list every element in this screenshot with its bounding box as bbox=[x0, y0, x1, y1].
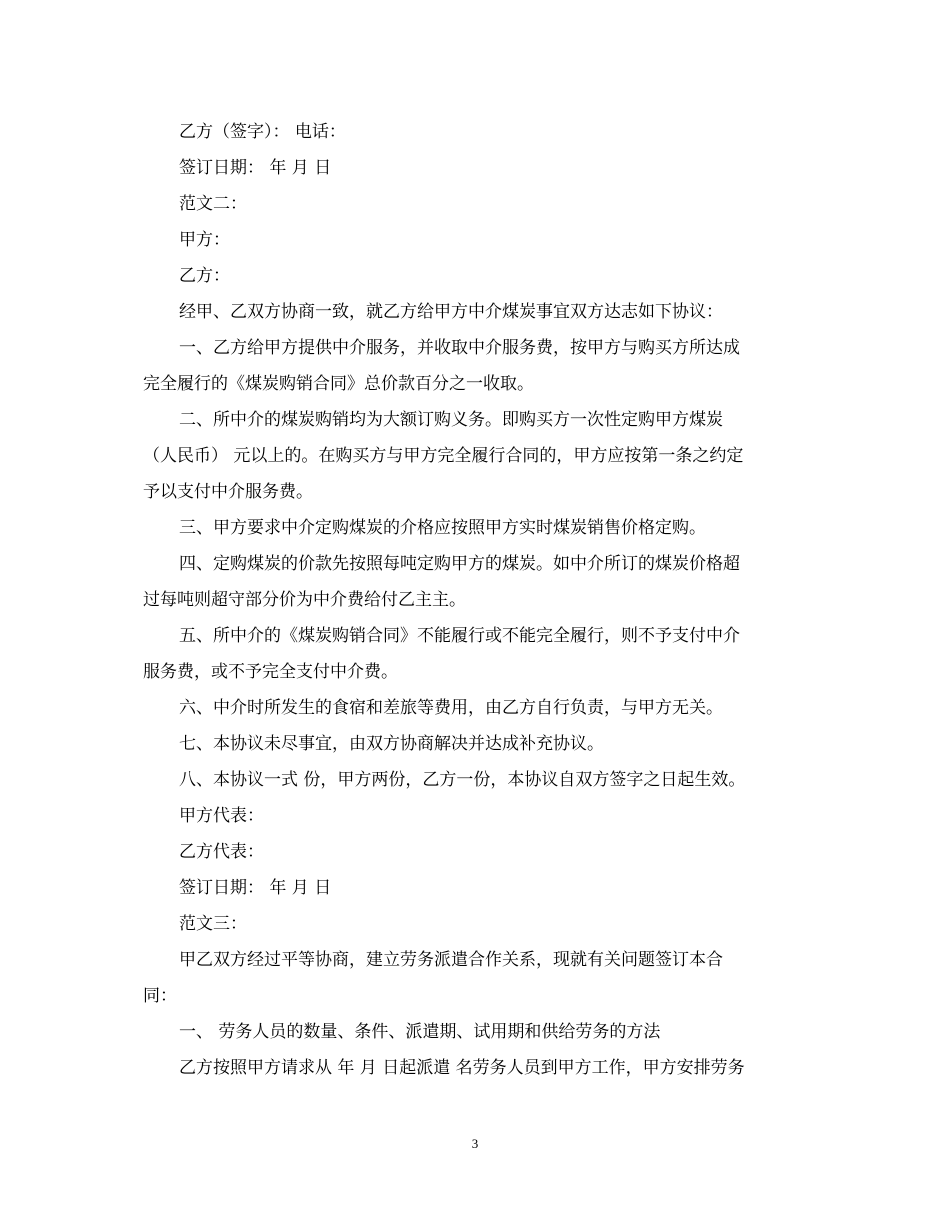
text-line: 予以支付中介服务费。 bbox=[143, 482, 313, 502]
text-line: 乙方按照甲方请求从 年 月 日起派遣 名劳务人员到甲方工作，甲方安排劳务 bbox=[179, 1058, 745, 1078]
text-line: 签订日期： 年 月 日 bbox=[179, 878, 332, 898]
section-heading: 范文二： bbox=[179, 194, 247, 214]
text-line: 同： bbox=[143, 986, 177, 1006]
text-line: 经甲、乙双方协商一致，就乙方给甲方中介煤炭事宜双方达志如下协议： bbox=[179, 302, 723, 322]
text-line: 三、甲方要求中介定购煤炭的介格应按照甲方实时煤炭销售价格定购。 bbox=[179, 518, 706, 538]
text-line: 七、本协议未尽事宜，由双方协商解决并达成补充协议。 bbox=[179, 734, 604, 754]
text-line: 一、乙方给甲方提供中介服务，并收取中介服务费，按甲方与购买方所达成 bbox=[179, 338, 740, 358]
text-line: 六、中介时所发生的食宿和差旅等费用，由乙方自行负责，与甲方无关。 bbox=[179, 698, 723, 718]
text-line: 八、本协议一式 份，甲方两份，乙方一份，本协议自双方签字之日起生效。 bbox=[179, 770, 746, 790]
text-line: （人民币） 元以上的。在购买方与甲方完全履行合同的，甲方应按第一条之约定 bbox=[143, 446, 744, 466]
page-number: 3 bbox=[471, 1136, 479, 1151]
text-line: 乙方： bbox=[179, 266, 230, 286]
text-line: 甲方代表： bbox=[179, 806, 264, 826]
section-heading: 范文三： bbox=[179, 914, 247, 934]
text-line: 过每吨则超守部分价为中介费给付乙主主。 bbox=[143, 590, 466, 610]
text-line: 完全履行的《煤炭购销合同》总价款百分之一收取。 bbox=[143, 374, 534, 394]
text-line: 甲乙双方经过平等协商，建立劳务派遣合作关系，现就有关问题签订本合 bbox=[179, 950, 723, 970]
text-line: 五、所中介的《煤炭购销合同》不能履行或不能完全履行，则不予支付中介 bbox=[179, 626, 740, 646]
text-line: 服务费，或不予完全支付中介费。 bbox=[143, 662, 398, 682]
text-line: 甲方： bbox=[179, 230, 230, 250]
document-body bbox=[143, 114, 808, 1086]
text-line: 签订日期： 年 月 日 bbox=[179, 158, 332, 178]
text-line: 四、定购煤炭的价款先按照每吨定购甲方的煤炭。如中介所订的煤炭价格超 bbox=[179, 554, 740, 574]
text-line: 乙方（签字）： 电话： bbox=[179, 122, 346, 142]
text-line: 乙方代表： bbox=[179, 842, 264, 862]
text-line: 一、 劳务人员的数量、条件、派遣期、试用期和供给劳务的方法 bbox=[179, 1022, 661, 1042]
text-line: 二、所中介的煤炭购销均为大额订购义务。即购买方一次性定购甲方煤炭 bbox=[179, 410, 723, 430]
